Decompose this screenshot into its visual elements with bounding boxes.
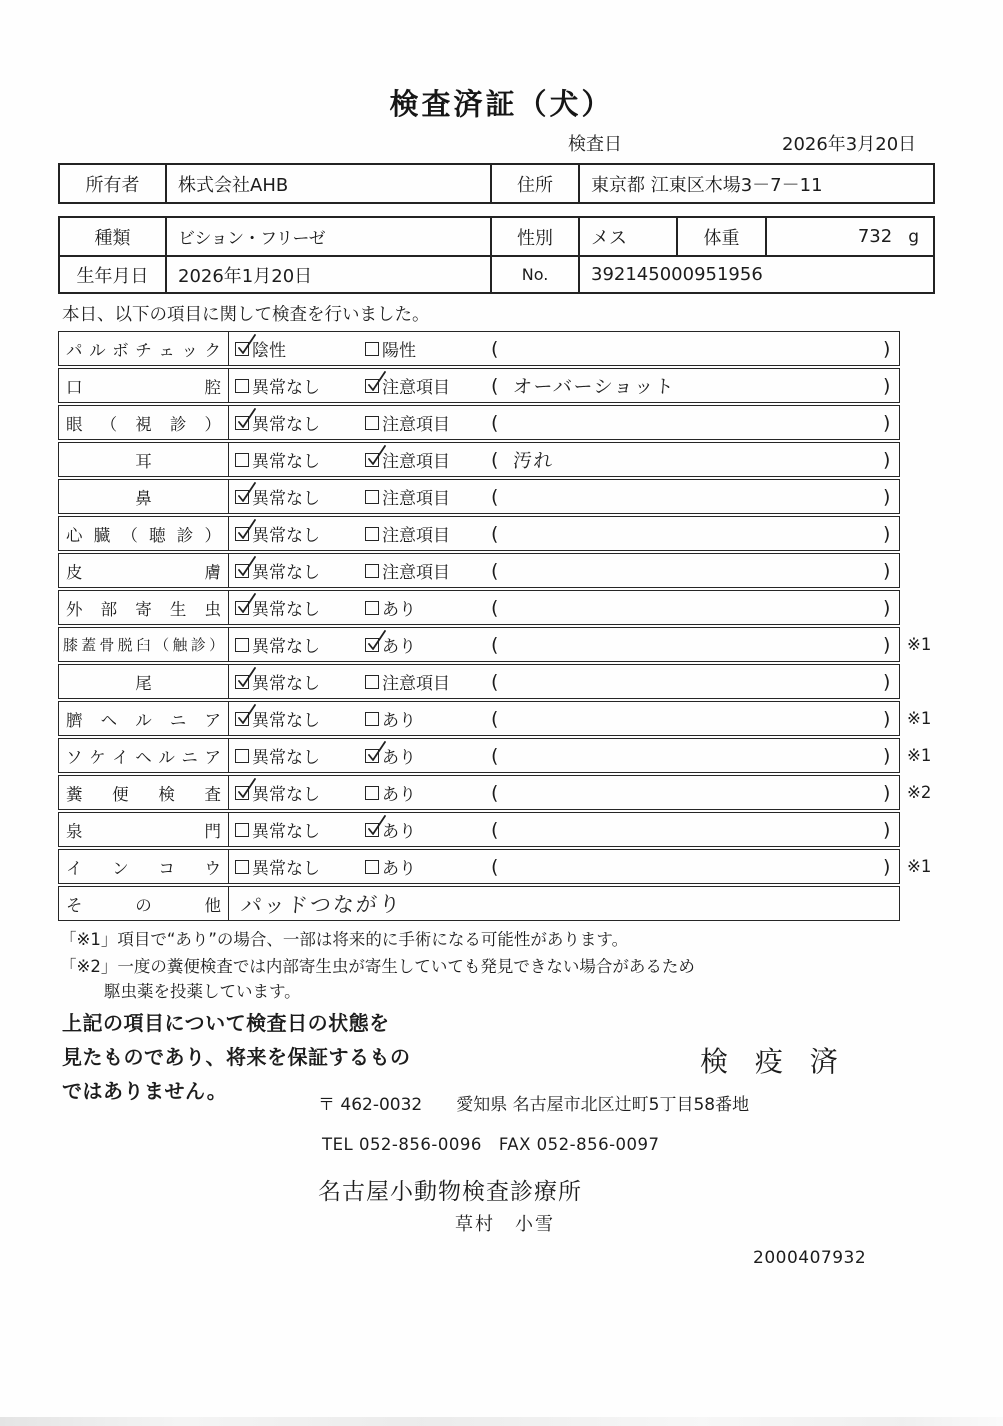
checklist-row <box>58 479 900 514</box>
checkbox-unchecked-icon <box>365 490 379 504</box>
note-paren-close: ) <box>883 522 891 545</box>
examiner-name: 草村 小雪 <box>455 1214 555 1235</box>
handwritten-note: オーバーショット <box>512 376 676 398</box>
note-paren-open: ( <box>491 596 499 619</box>
checklist-option-text: 異常なし <box>252 378 320 398</box>
clinic-tel-fax: TEL 052-856-0096 FAX 052-856-0097 <box>322 1135 660 1154</box>
checklist-item-label: 鼻 <box>59 480 229 513</box>
checkbox-checked-icon <box>235 342 249 356</box>
checklist-row <box>58 590 900 625</box>
checklist-option-text: 異常なし <box>252 748 320 768</box>
owner-value: 株式会社AHB <box>167 165 492 202</box>
owner-label: 所有者 <box>60 165 167 202</box>
checklist-option-text: あり <box>382 748 416 768</box>
note-paren-open: ( <box>491 855 499 878</box>
checklist-option <box>365 517 450 550</box>
checklist-option <box>235 591 320 624</box>
checklist-option <box>235 813 320 846</box>
checkbox-checked-icon <box>235 712 249 726</box>
checklist-option <box>235 554 320 587</box>
checklist-option-text: 陽性 <box>382 341 416 361</box>
checklist-row <box>58 664 900 699</box>
note-paren-open: ( <box>491 448 499 471</box>
clinic-name: 名古屋小動物検査診療所 <box>318 1179 582 1205</box>
note-paren-close: ) <box>883 818 891 841</box>
checklist-option <box>365 406 450 439</box>
checklist-row <box>58 553 900 588</box>
checklist-option <box>235 517 320 550</box>
checklist-item-label: 皮 膚 <box>59 554 229 587</box>
checklist-option <box>365 628 416 661</box>
footnote-2-line2: 駆虫薬を投薬しています。 <box>104 982 301 1001</box>
note-paren-close: ) <box>883 633 891 656</box>
checkbox-checked-icon <box>235 786 249 800</box>
breed-value: ビション・フリーゼ <box>167 218 492 255</box>
weight-label: 体重 <box>678 218 767 255</box>
checklist-option <box>235 739 320 772</box>
reference-mark: ※1 <box>907 635 932 654</box>
inspection-date-value: 2026年3月20日 <box>782 134 917 155</box>
checklist-item-label: 口 腔 <box>59 369 229 402</box>
note-paren-open: ( <box>491 670 499 693</box>
checklist-item-label: 膝 蓋 骨 脱 臼 （ 触 診 ） <box>59 628 229 661</box>
note-paren-close: ) <box>883 744 891 767</box>
checkbox-checked-icon <box>235 490 249 504</box>
checklist-option <box>365 739 416 772</box>
birthdate-label: 生年月日 <box>60 257 167 292</box>
checklist-option-text: 注意項目 <box>382 563 450 583</box>
note-paren-close: ) <box>883 448 891 471</box>
checkbox-checked-icon <box>365 638 379 652</box>
checklist-row <box>58 405 900 440</box>
checklist-option <box>235 850 320 883</box>
checklist-option <box>235 628 320 661</box>
checklist-option <box>235 776 320 809</box>
note-paren-close: ) <box>883 707 891 730</box>
checklist-option <box>235 665 320 698</box>
checklist-option-text: あり <box>382 600 416 620</box>
checkbox-unchecked-icon <box>365 860 379 874</box>
checklist-option-text: あり <box>382 822 416 842</box>
checkbox-unchecked-icon <box>235 638 249 652</box>
checklist-row <box>58 775 932 810</box>
note-paren-close: ) <box>883 670 891 693</box>
checkbox-unchecked-icon <box>365 601 379 615</box>
checklist-option-text: あり <box>382 859 416 879</box>
owner-address-value: 東京都 江東区木場3－7－11 <box>591 174 823 196</box>
footnote-2-line1: 「※2」一度の糞便検査では内部寄生虫が寄生していても発見できない場合があるため <box>60 957 695 976</box>
note-paren-open: ( <box>491 818 499 841</box>
sex-value: メス <box>580 218 678 255</box>
note-paren-close: ) <box>883 485 891 508</box>
page-title: 検査済証（犬） <box>389 87 614 121</box>
checklist-option-text: 注意項目 <box>382 674 450 694</box>
checklist-option-text: 異常なし <box>252 859 320 879</box>
document-serial-number: 2000407932 <box>753 1248 867 1268</box>
checklist-option-text: 異常なし <box>252 563 320 583</box>
checklist-row <box>58 627 932 662</box>
note-paren-open: ( <box>491 485 499 508</box>
checkbox-unchecked-icon <box>365 527 379 541</box>
clinic-address: 愛知県 名古屋市北区辻町5丁目58番地 <box>456 1095 750 1115</box>
checklist-option <box>365 443 450 476</box>
animal-table <box>58 216 935 294</box>
checklist-option-text: 注意項目 <box>382 452 450 472</box>
checkbox-checked-icon <box>365 749 379 763</box>
checklist-item-label: 外 部 寄 生 虫 <box>59 591 229 624</box>
note-paren-close: ) <box>883 411 891 434</box>
note-paren-close: ) <box>883 337 891 360</box>
checklist-option <box>235 369 320 402</box>
checklist-option <box>365 369 450 402</box>
note-paren-open: ( <box>491 559 499 582</box>
checklist-item-label: 眼 （ 視 診 ） <box>59 406 229 439</box>
owner-table <box>58 163 935 204</box>
checklist-row <box>58 849 932 884</box>
disclaimer-line3: ではありません。 <box>62 1079 228 1103</box>
checklist-item-label: 臍 ヘ ル ニ ア <box>59 702 229 735</box>
footnote-1: 「※1」項目で“あり”の場合、一部は将来的に手術になる可能性があります。 <box>60 930 629 949</box>
checklist-option-text: 異常なし <box>252 822 320 842</box>
reference-mark: ※2 <box>907 783 932 802</box>
checklist-option <box>235 332 286 365</box>
checklist-row <box>58 368 900 403</box>
checklist-option <box>235 443 320 476</box>
checklist-option-text: あり <box>382 785 416 805</box>
checklist-row <box>58 701 932 736</box>
disclaimer-line2: 見たものであり、将来を保証するもの <box>62 1045 411 1069</box>
reference-mark: ※1 <box>907 746 932 765</box>
checklist-row <box>58 886 900 921</box>
checkbox-checked-icon <box>365 379 379 393</box>
handwritten-other-note: パッドつながり <box>239 891 403 918</box>
sex-label: 性別 <box>492 218 580 255</box>
checklist-option <box>365 813 416 846</box>
checklist-row <box>58 738 932 773</box>
checklist-option-text: 異常なし <box>252 600 320 620</box>
checklist-option-text: 注意項目 <box>382 415 450 435</box>
checklist-item-label: そ の 他 <box>59 887 229 920</box>
checklist-option-text: 注意項目 <box>382 489 450 509</box>
checklist-option-text: あり <box>382 637 416 657</box>
checklist-item-label: ソ ケ イ ヘ ル ニ ア <box>59 739 229 772</box>
checkbox-checked-icon <box>235 675 249 689</box>
breed-label: 種類 <box>60 218 167 255</box>
checkbox-unchecked-icon <box>365 675 379 689</box>
note-paren-close: ) <box>883 855 891 878</box>
disclaimer-line1: 上記の項目について検査日の状態を <box>62 1011 390 1035</box>
note-paren-open: ( <box>491 411 499 434</box>
checkbox-checked-icon <box>235 564 249 578</box>
checkbox-unchecked-icon <box>365 564 379 578</box>
checkbox-checked-icon <box>365 453 379 467</box>
checklist-item-label: 心 臓 （ 聴 診 ） <box>59 517 229 550</box>
checklist-item-label: 糞 便 検 査 <box>59 776 229 809</box>
scan-edge-artifact <box>0 1417 1003 1426</box>
checklist-row <box>58 331 900 366</box>
clinic-address-line <box>318 1090 749 1115</box>
checklist-option-text: 異常なし <box>252 711 320 731</box>
note-paren-close: ) <box>883 559 891 582</box>
note-paren-close: ) <box>883 596 891 619</box>
note-paren-open: ( <box>491 707 499 730</box>
note-paren-close: ) <box>883 374 891 397</box>
checkbox-checked-icon <box>235 527 249 541</box>
intro-statement: 本日、以下の項目に関して検査を行いました。 <box>62 305 430 325</box>
note-paren-close: ) <box>883 781 891 804</box>
checkbox-unchecked-icon <box>365 786 379 800</box>
checklist-option <box>365 850 416 883</box>
checklist-option <box>235 406 320 439</box>
checklist-option-text: 異常なし <box>252 415 320 435</box>
checklist-option <box>365 591 416 624</box>
checkbox-checked-icon <box>365 823 379 837</box>
microchip-no-label: No. <box>492 257 580 292</box>
note-paren-open: ( <box>491 633 499 656</box>
checkbox-unchecked-icon <box>365 712 379 726</box>
checklist-item-label: 尾 <box>59 665 229 698</box>
checkbox-unchecked-icon <box>235 749 249 763</box>
checklist-option <box>365 702 416 735</box>
handwritten-note: 汚れ <box>512 450 555 472</box>
checkbox-checked-icon <box>235 416 249 430</box>
checkbox-unchecked-icon <box>235 379 249 393</box>
checkbox-unchecked-icon <box>365 342 379 356</box>
weight-value-cell <box>767 218 933 255</box>
owner-address-label: 住所 <box>492 165 580 202</box>
reference-mark: ※1 <box>907 857 932 876</box>
checklist-option <box>235 702 320 735</box>
checklist-option-text: 異常なし <box>252 526 320 546</box>
checklist-row <box>58 442 900 477</box>
checklist-item-label: パ ル ボ チ ェ ッ ク <box>59 332 229 365</box>
checklist-option <box>235 480 320 513</box>
checkbox-unchecked-icon <box>235 453 249 467</box>
checklist-option-text: 陰性 <box>252 341 286 361</box>
checklist-option-text: 異常なし <box>252 489 320 509</box>
microchip-no-value: 392145000951956 <box>591 264 763 285</box>
checklist-option-text: あり <box>382 711 416 731</box>
checkbox-unchecked-icon <box>235 823 249 837</box>
reference-mark: ※1 <box>907 709 932 728</box>
note-paren-open: ( <box>491 522 499 545</box>
checklist-option-text: 異常なし <box>252 785 320 805</box>
checklist-option <box>365 665 450 698</box>
checklist-option <box>365 776 416 809</box>
clinic-postal-code: 〒 462-0032 <box>318 1095 423 1115</box>
checklist-option-text: 異常なし <box>252 452 320 472</box>
checklist-option <box>365 332 416 365</box>
checklist-row <box>58 516 900 551</box>
checklist-option-text: 異常なし <box>252 674 320 694</box>
note-paren-open: ( <box>491 781 499 804</box>
checklist-item-label: 耳 <box>59 443 229 476</box>
note-paren-open: ( <box>491 744 499 767</box>
note-paren-open: ( <box>491 337 499 360</box>
checklist-option-text: 注意項目 <box>382 526 450 546</box>
checklist-row <box>58 812 900 847</box>
checklist-item-label: 泉 門 <box>59 813 229 846</box>
checkbox-unchecked-icon <box>235 860 249 874</box>
checkbox-checked-icon <box>235 601 249 615</box>
checklist-option-text: 注意項目 <box>382 378 450 398</box>
quarantine-complete-stamp: 検 疫 済 <box>700 1045 847 1078</box>
birthdate-value: 2026年1月20日 <box>167 257 492 292</box>
weight-value: 732 <box>857 226 893 247</box>
inspection-date-label: 検査日 <box>568 134 622 155</box>
checklist-item-label: イ ン コ ウ <box>59 850 229 883</box>
checklist-option <box>365 554 450 587</box>
note-paren-open: ( <box>491 374 499 397</box>
checklist-option <box>365 480 450 513</box>
checklist-option-text: 異常なし <box>252 637 320 657</box>
checkbox-unchecked-icon <box>365 416 379 430</box>
weight-unit: g <box>908 226 919 247</box>
